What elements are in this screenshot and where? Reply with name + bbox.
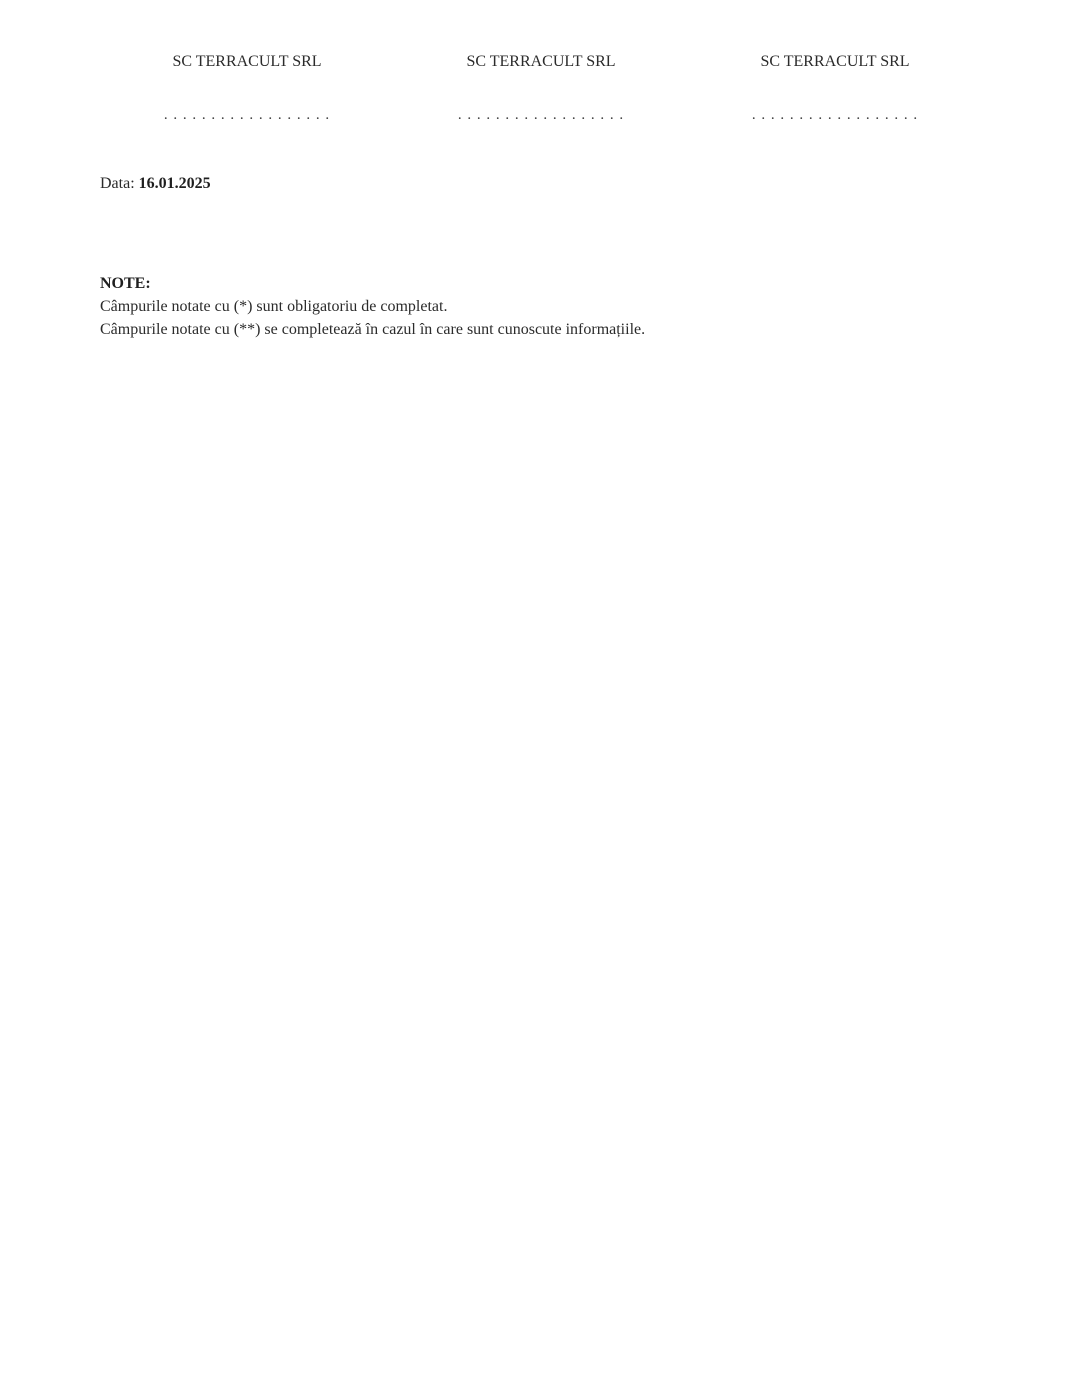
signature-row: [100, 52, 982, 123]
signature-block: [688, 52, 982, 123]
signature-block: [394, 52, 688, 123]
company-name: SC TERRACULT SRL: [760, 53, 910, 70]
signature-dotted-line: . . . . . . . . . . . . . . . . . .: [163, 107, 331, 123]
date-label: Data:: [100, 175, 135, 192]
company-name: SC TERRACULT SRL: [172, 53, 322, 70]
signature-block: [100, 52, 394, 123]
date-value: 16.01.2025: [138, 175, 211, 192]
signature-dotted-line: . . . . . . . . . . . . . . . . . .: [751, 107, 919, 123]
signature-dotted-line: . . . . . . . . . . . . . . . . . .: [457, 107, 625, 123]
note-line: Câmpurile notate cu (**) se completează în cazul în care sunt cunoscute informațiile.: [100, 321, 646, 338]
notes-section: [100, 272, 645, 341]
notes-title: NOTE:: [100, 275, 151, 292]
company-name: SC TERRACULT SRL: [466, 53, 616, 70]
note-line: Câmpurile notate cu (*) sunt obligatoriu de completat.: [100, 298, 448, 315]
date-line: [100, 174, 211, 193]
